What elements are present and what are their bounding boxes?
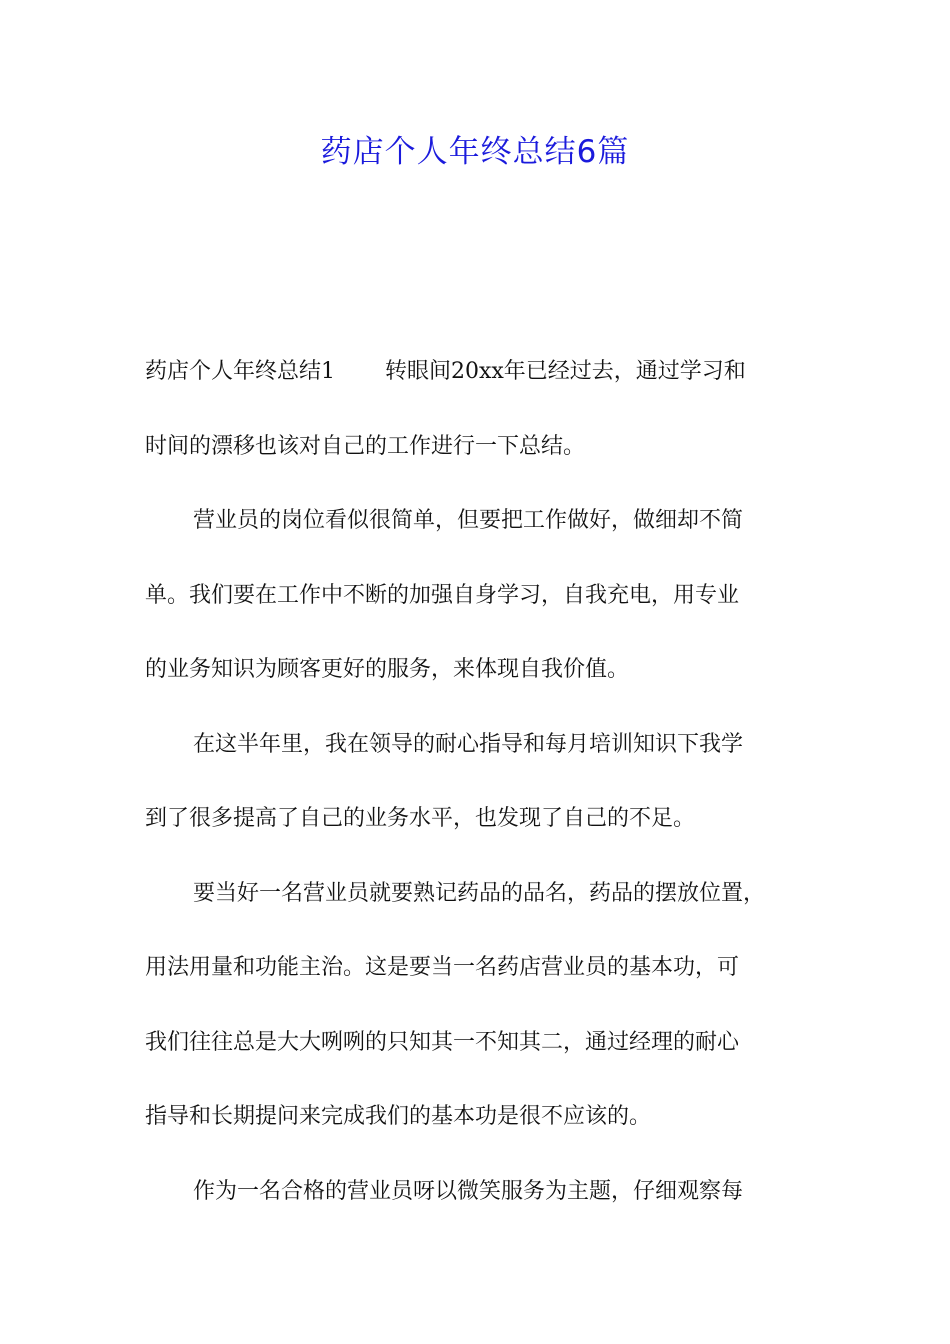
paragraph-line-2: 时间的漂移也该对自己的工作进行一下总结。 <box>145 433 586 459</box>
paragraph-line-5: 的业务知识为顾客更好的服务，来体现自我价值。 <box>145 657 630 682</box>
paragraph-line-8: 要当好一名营业员就要熟记药品的品名，药品的摆放位置， <box>193 880 766 906</box>
paragraph-line-6: 在这半年里，我在领导的耐心指导和每月培训知识下我学 <box>193 731 744 757</box>
document-title: 药店个人年终总结6篇 <box>320 134 630 170</box>
paragraph-line-10: 我们往往总是大大咧咧的只知其一不知其二，通过经理的耐心 <box>145 1029 740 1055</box>
paragraph-line-11: 指导和长期提问来完成我们的基本功是很不应该的。 <box>145 1104 652 1129</box>
section-heading: 药店个人年终总结1 <box>145 359 335 384</box>
paragraph-line-12: 作为一名合格的营业员呀以微笑服务为主题，仔细观察每 <box>193 1178 744 1204</box>
paragraph-line-7: 到了很多提高了自己的业务水平，也发现了自己的不足。 <box>145 806 696 831</box>
line-text: 转眼间20xx年已经过去，通过学习和 <box>385 359 746 384</box>
paragraph-line-4: 单。我们要在工作中不断的加强自身学习，自我充电，用专业 <box>145 582 740 608</box>
paragraph-line-1 <box>145 335 825 410</box>
paragraph-line-3: 营业员的岗位看似很简单，但要把工作做好，做细却不简 <box>193 508 744 533</box>
paragraph-line-9: 用法用量和功能主治。这是要当一名药店营业员的基本功，可 <box>145 955 740 980</box>
document-body <box>145 335 825 1229</box>
